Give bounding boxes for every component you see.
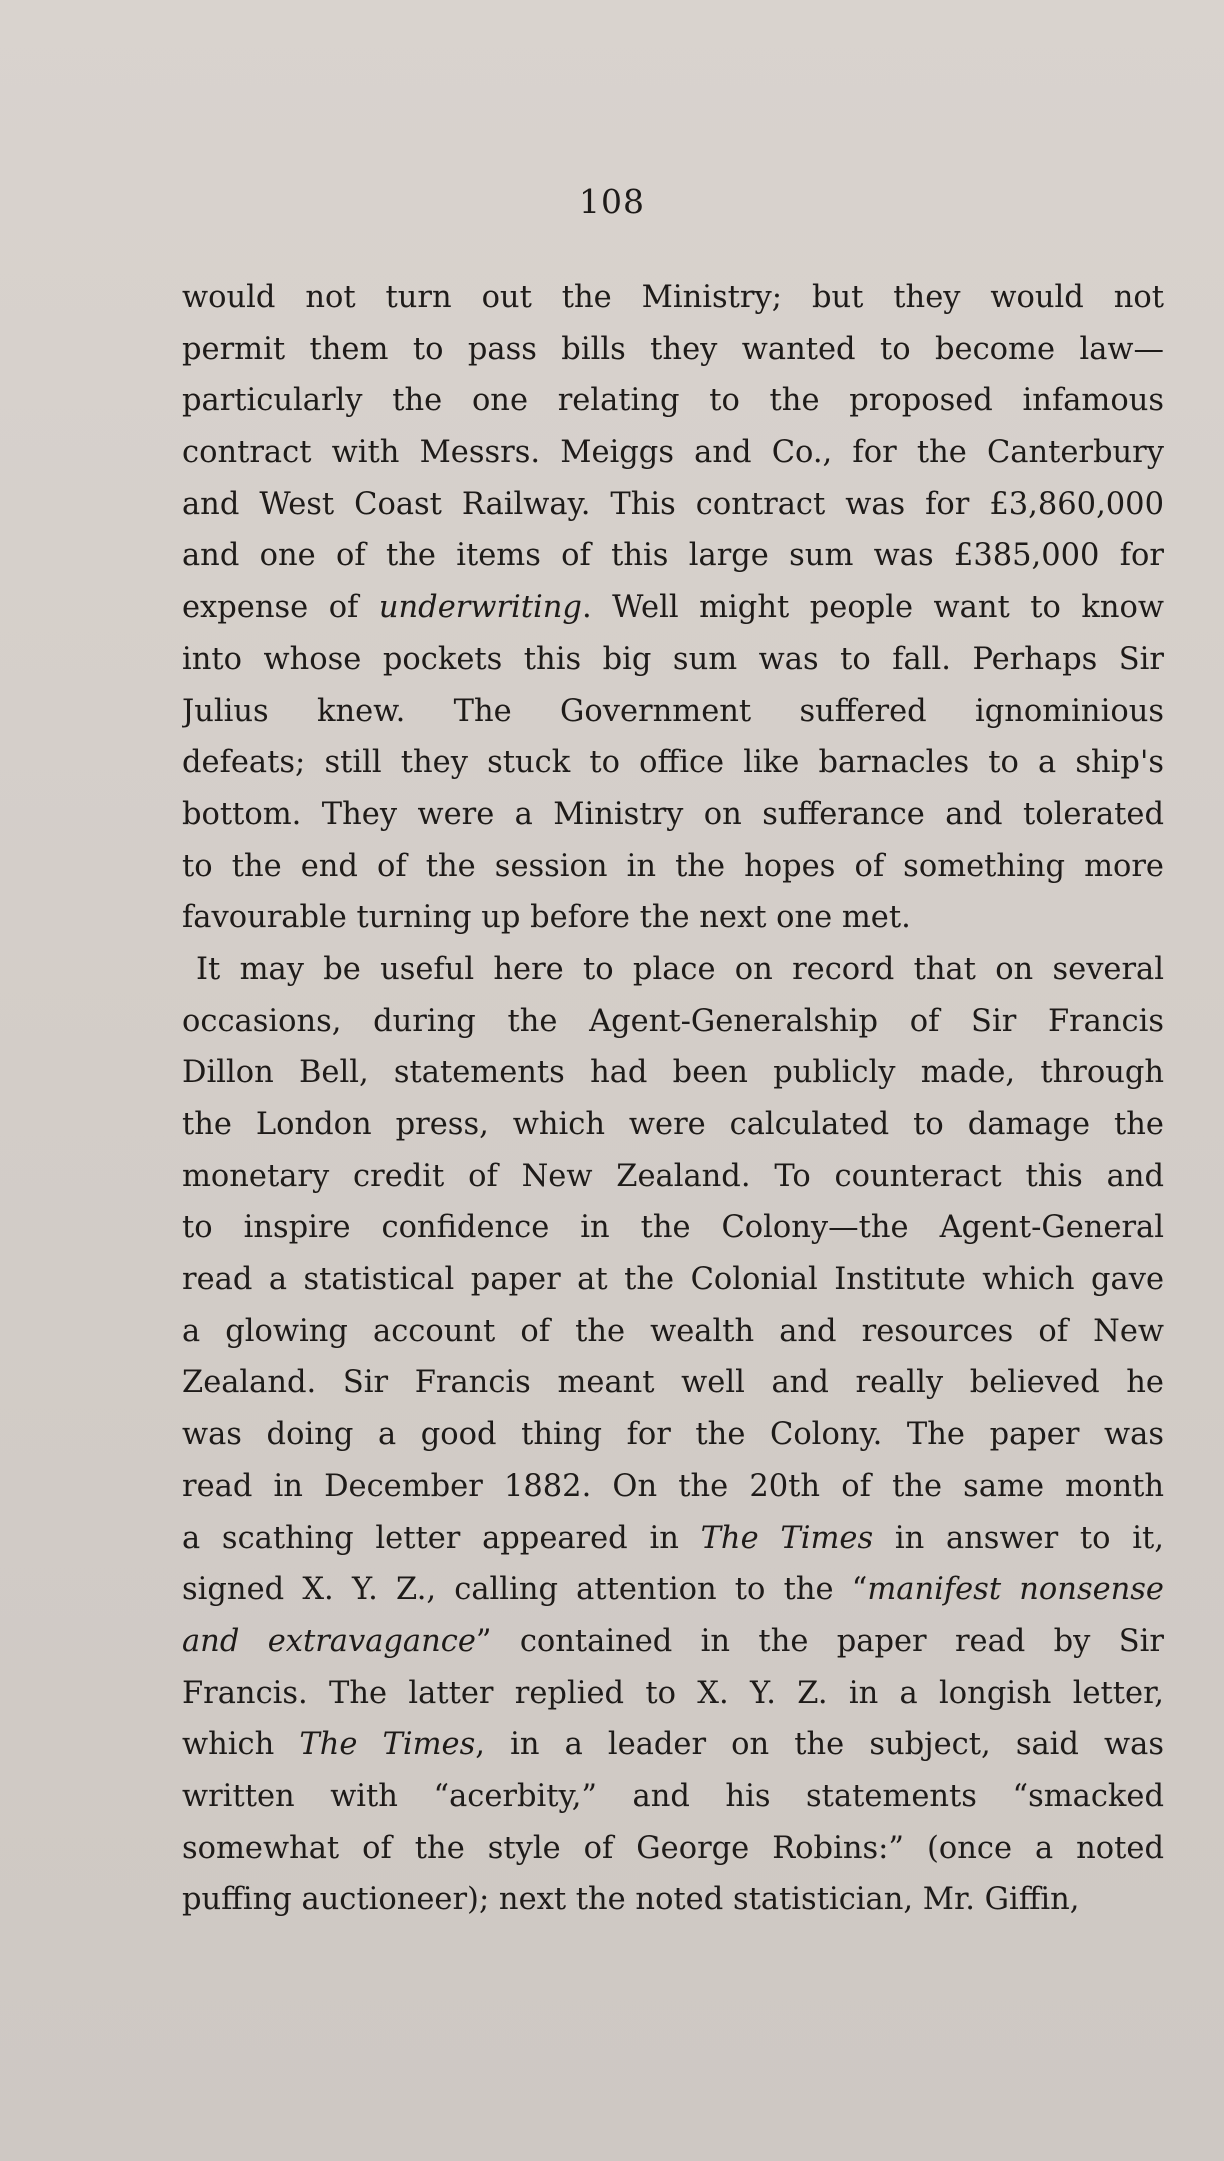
text-line: was doing a good thing for the Colony. The paper was (182, 1417, 1164, 1453)
text-line: occasions, during the Agent-Generalship of Sir Francis (182, 1003, 1164, 1039)
text-line: Francis. The latter replied to X. Y. Z. in a longish letter, (182, 1675, 1164, 1711)
text-line: particularly the one relating to the proposed infamous (182, 383, 1164, 419)
text-line: Dillon Bell, statements had been publicly made, through (182, 1055, 1164, 1091)
text-line: read in December 1882. On the 20th of the same month (182, 1468, 1164, 1504)
text-line: favourable turning up before the next one met. (182, 900, 911, 936)
text-line: written with “acerbity,” and his statements “smacked (182, 1778, 1164, 1814)
text-line: defeats; still they stuck to office like barnacles to a ship's (182, 745, 1164, 781)
text-line: permit them to pass bills they wanted to become law— (182, 331, 1164, 367)
text-line: monetary credit of New Zealand. To counteract this and (182, 1158, 1164, 1194)
text-line: signed X. Y. Z., calling attention to the “manifest nonsense (182, 1572, 1164, 1608)
text-line: contract with Messrs. Meiggs and Co., for the Canterbury (182, 435, 1164, 471)
text-line: puffing auctioneer); next the noted statistician, Mr. Giffin, (182, 1882, 1080, 1918)
text-line: to the end of the session in the hopes of something more (182, 848, 1164, 884)
text-line: read a statistical paper at the Colonial Institute which gave (182, 1262, 1164, 1298)
text-line: a glowing account of the wealth and resources of New (182, 1313, 1164, 1349)
text-line: and one of the items of this large sum was £385,000 for (182, 538, 1164, 574)
paragraph-1 (182, 272, 1164, 944)
text-line: bottom. They were a Ministry on sufferance and tolerated (182, 796, 1164, 832)
text-line: Zealand. Sir Francis meant well and really believed he (182, 1365, 1164, 1401)
paragraph-text (182, 272, 1164, 944)
text-line: the London press, which were calculated to damage the (182, 1107, 1164, 1142)
text-line: It may be useful here to place on record that on several (196, 951, 1164, 987)
text-line: into whose pockets this big sum was to fall. Perhaps Sir (182, 641, 1164, 677)
text-line: and West Coast Railway. This contract was for £3,860,000 (182, 486, 1164, 522)
text-line: expense of underwriting. Well might people want to know (182, 590, 1164, 626)
paragraph-text (182, 944, 1164, 1926)
page-number: 108 (579, 182, 645, 221)
body-text (182, 272, 1164, 1926)
text-line: somewhat of the style of George Robins:” (once a noted (182, 1830, 1164, 1866)
text-line: which The Times, in a leader on the subject, said was (182, 1727, 1164, 1763)
text-line: to inspire confidence in the Colony—the Agent-General (182, 1210, 1164, 1246)
text-line: Julius knew. The Government suffered ignominious (182, 693, 1164, 729)
text-line: would not turn out the Ministry; but they would not (182, 280, 1164, 315)
paragraph-2 (182, 944, 1164, 1926)
text-line: a scathing letter appeared in The Times in answer to it, (182, 1520, 1164, 1556)
text-line: and extravagance” contained in the paper read by Sir (182, 1623, 1164, 1659)
